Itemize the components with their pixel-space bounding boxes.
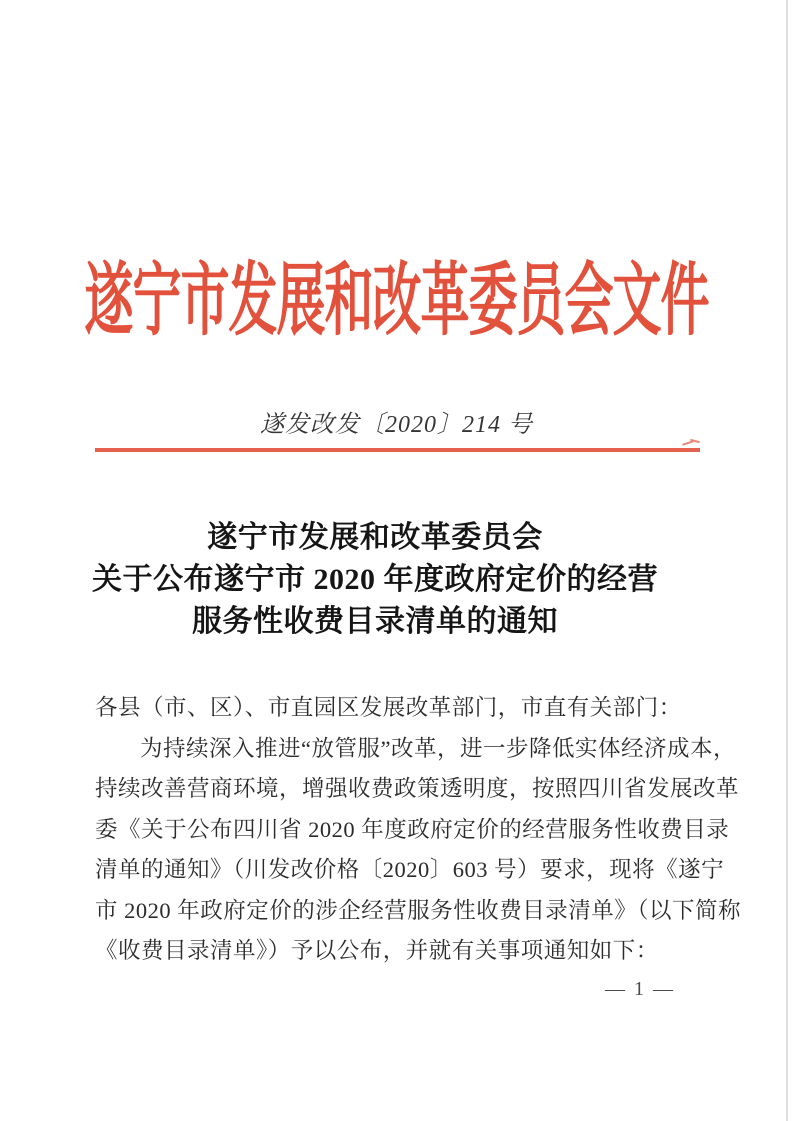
document-reference-number: 遂发改发〔2020〕214 号 (260, 412, 533, 438)
letterhead (0, 238, 793, 352)
body-line: 《收费目录清单》）予以公布，并就有关事项通知如下： (95, 938, 659, 963)
body-line: 清单的通知》（川发改价格〔2020〕603 号）要求，现将《遂宁 (95, 857, 725, 882)
salutation-line: 各县（市、区）、市直园区发展改革部门，市直有关部门： (95, 695, 682, 720)
page-number: — 1 — (605, 978, 675, 1000)
notice-title-line-2: 关于公布遂宁市 2020 年度政府定价的经营 (92, 563, 658, 596)
notice-title (45, 517, 705, 643)
body-line: 持续改善营商环境，增强收费政策透明度，按照四川省发展改革 (95, 776, 740, 801)
letterhead-title: 遂宁市发展和改革委员会文件 (84, 256, 709, 346)
body-line: 委《关于公布四川省 2020 年度政府定价的经营服务性收费目录 (95, 816, 730, 842)
scan-edge-line (786, 0, 788, 1121)
body-text (95, 688, 742, 972)
scan-artifact (681, 437, 701, 447)
notice-title-line-1: 遂宁市发展和改革委员会 (207, 521, 543, 554)
body-line: 为持续深入推进“放管服”改革，进一步降低实体经济成本， (140, 735, 736, 761)
notice-title-line-3: 服务性收费目录清单的通知 (192, 605, 558, 638)
body-line: 市 2020 年政府定价的涉企经营服务性收费目录清单》（以下简称 (95, 897, 742, 923)
red-divider-rule (95, 448, 700, 452)
